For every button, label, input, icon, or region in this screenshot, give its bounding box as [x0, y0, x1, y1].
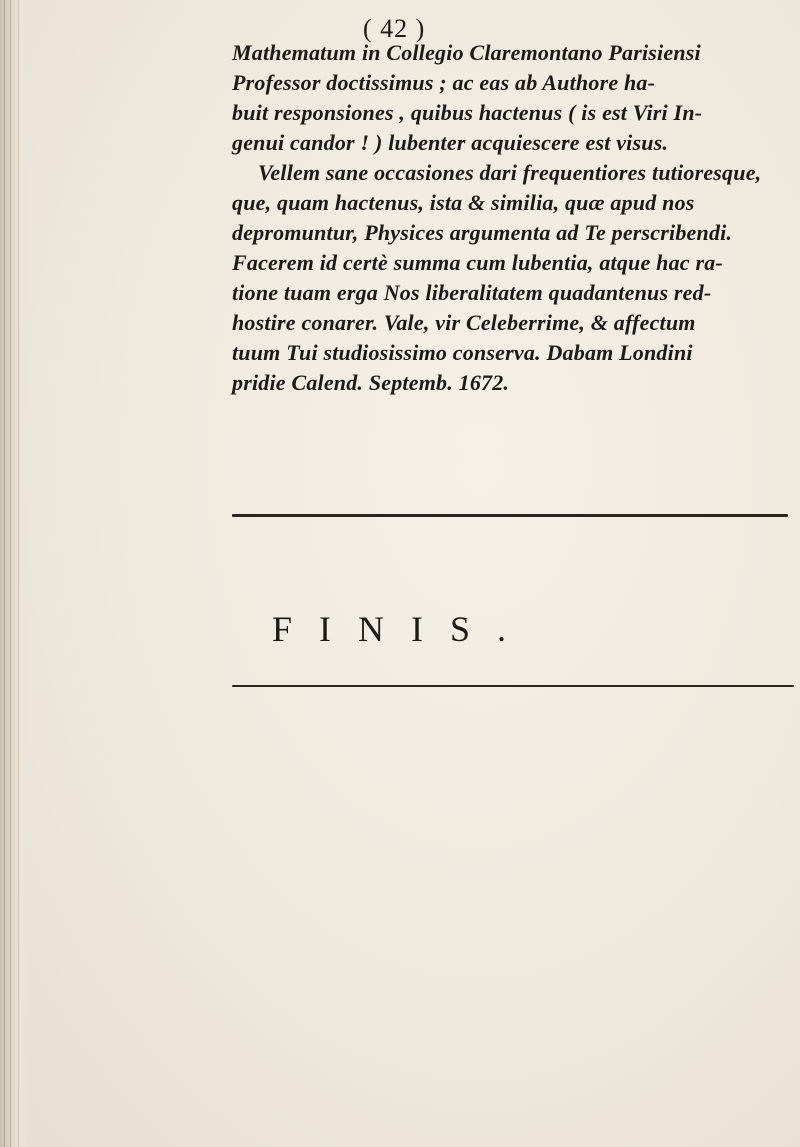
text-line-11: tuum Tui studiosissimo conserva. Dabam Londini: [232, 340, 693, 365]
gutter-line: [10, 0, 11, 1147]
gutter-line: [18, 0, 19, 1147]
text-line-7: depromuntur, Physices argumenta ad Te perscribendi.: [232, 220, 733, 245]
text-line-10: hostire conarer. Vale, vir Celeberrime, & affectum: [232, 310, 696, 335]
text-line-1: Mathematum in Collegio Claremontano Parisiensi: [232, 40, 701, 65]
gutter-line: [4, 0, 5, 1147]
text-line-6: que, quam hactenus, ista & similia, quæ apud nos: [232, 190, 695, 215]
rule-bottom: [232, 685, 794, 687]
text-line-9: tione tuam erga Nos liberalitatem quadantenus red-: [232, 280, 712, 305]
text-line-3: buit responsiones , quibus hactenus ( is est Viri In-: [232, 100, 703, 125]
text-line-2: Professor doctissimus ; ac eas ab Authore ha-: [232, 70, 656, 95]
text-line-4: genui candor ! ) lubenter acquiescere est visus.: [232, 130, 669, 155]
finis-text: FINIS.: [272, 609, 534, 649]
text-line-5: Vellem sane occasiones dari frequentiores tutioresque,: [258, 160, 762, 185]
text-line-12: pridie Calend. Septemb. 1672.: [232, 370, 510, 395]
text-line-8: Facerem id certè summa cum lubentia, atque hac ra-: [232, 250, 723, 275]
rule-top: [232, 514, 788, 517]
page-number: ( 42 ): [363, 14, 426, 43]
